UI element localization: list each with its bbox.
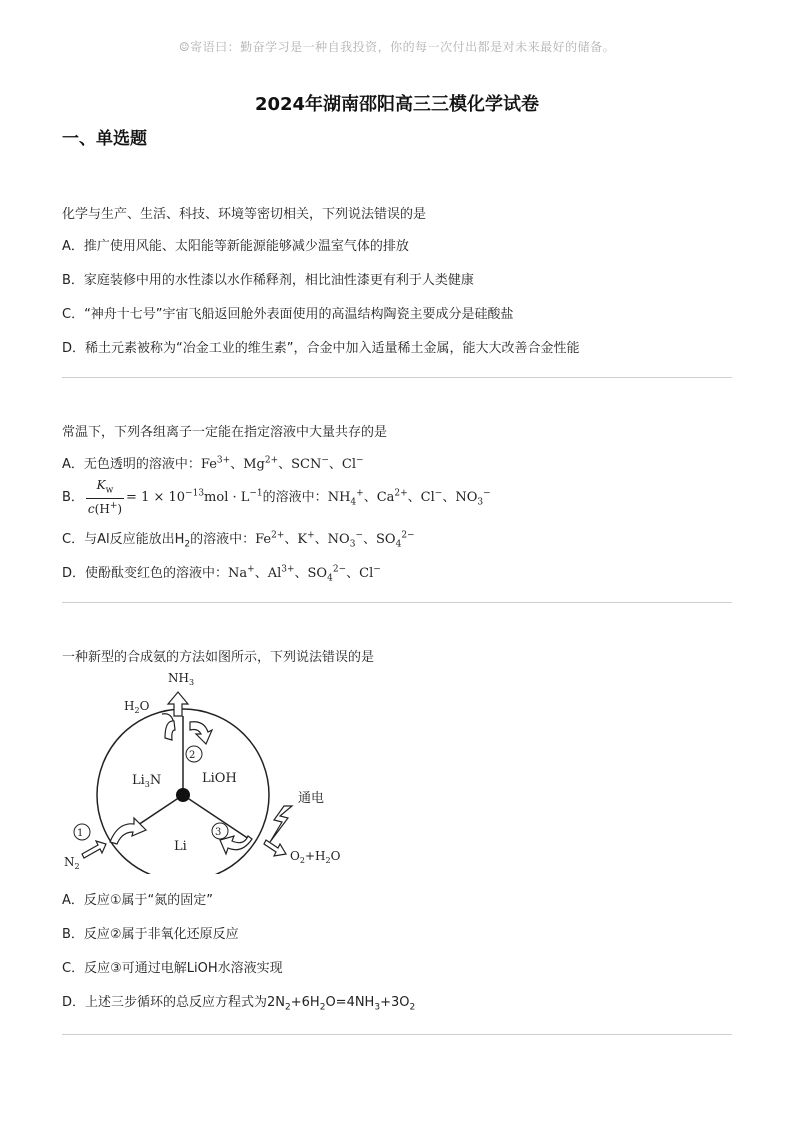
kw-fraction: $\frac{K_w}{c(H^+)}$	[87, 478, 123, 517]
q1-option-b[interactable]: B．家庭装修中用的水性漆以水作稀释剂，相比油性漆更有利于人类健康	[62, 273, 474, 288]
q2-option-a-prefix: A．无色透明的溶液中：	[62, 457, 201, 472]
q2-option-c-ions: $Fe^{2+}$、K+、$NO_3^-$、$SO_4^{2-}$	[255, 530, 415, 550]
divider	[62, 1034, 732, 1035]
nh3-label: $NH_3$	[168, 671, 195, 687]
section-heading: 一、单选题	[62, 129, 147, 149]
center-dot	[176, 788, 190, 802]
li3n-label: $Li_3N$	[132, 773, 162, 789]
q2-option-c[interactable]: C．与Al反应能放出$H_2$的溶液中：$Fe^{2+}$、K+、$NO_3^-$、$SO_4^{2-}$	[62, 530, 415, 550]
q2-option-a[interactable]	[62, 453, 364, 472]
q2-option-c-mid: 的溶液中：	[190, 532, 256, 547]
q2-option-d[interactable]	[62, 562, 381, 584]
q3-option-a[interactable]: A．反应①属于“氮的固定”	[62, 893, 214, 908]
step3-label: 3	[215, 827, 222, 838]
ammonia-cycle-diagram	[62, 664, 362, 874]
step1-label: 1	[77, 828, 84, 839]
q1-option-c[interactable]: C．“神舟十七号”宇宙飞船返回舱外表面使用的高温结构陶瓷主要成分是硅酸盐	[62, 307, 514, 322]
q3-option-d[interactable]: D．上述三步循环的总反应方程式为$2N_2+6H_2O=4NH_3+3O_2$	[62, 995, 416, 1013]
h2o-label: $H_2O$	[124, 699, 150, 715]
lioh-label: LiOH	[202, 771, 237, 786]
q2-option-a-ions: $Fe^{3+}$、$Mg^{2+}$、SCN−、Cl−	[200, 455, 364, 472]
q2-option-d-ions: Na+、$Al^{3+}$、$SO_4^{2-}$、Cl−	[228, 564, 381, 584]
cycle-arrow-top-right	[190, 722, 212, 744]
q3-option-b[interactable]: B．反应②属于非氧化还原反应	[62, 927, 239, 942]
products-outflow-arrow	[264, 840, 286, 856]
q1-option-a[interactable]: A．推广使用风能、太阳能等新能源能够减少温室气体的排放	[62, 239, 409, 254]
q2-option-d-prefix: D．使酚酞变红色的溶液中：	[62, 566, 229, 581]
divider	[62, 602, 732, 603]
cycle-arrow-left	[110, 818, 146, 844]
li-label: Li	[174, 839, 187, 854]
step2-label: 2	[189, 750, 196, 761]
kw-value: = $1 \times 10^{-13}mol \cdot L^{-1}$	[126, 488, 263, 506]
cycle-arrow-top-left	[165, 721, 175, 740]
n2-label: $N_2$	[64, 855, 80, 871]
products-label: $O_2+H_2O$	[290, 849, 341, 865]
electricity-bolt-icon	[270, 806, 292, 842]
q3-option-d-prefix: D．上述三步循环的总反应方程式为2N	[62, 995, 286, 1010]
q3-stem: 一种新型的合成氨的方法如图所示，下列说法错误的是	[62, 650, 375, 665]
q2-option-b-ions: $NH_4^+$、$Ca^{2+}$、Cl−、$NO_3^-$	[327, 488, 491, 508]
q2-option-b-prefix: B．	[62, 490, 84, 506]
q1-option-d[interactable]: D．稀土元素被称为“冶金工业的维生素”，合金中加入适量稀土金属，能大大改善合金性能	[62, 341, 580, 356]
q1-stem: 化学与生产、生活、科技、环境等密切相关，下列说法错误的是	[62, 207, 427, 222]
q2-stem: 常温下，下列各组离子一定能在指定溶液中大量共存的是	[62, 425, 388, 440]
electrolysis-label: 通电	[298, 791, 325, 806]
divider	[62, 377, 732, 378]
q2-option-b-mid: 的溶液中：	[262, 490, 328, 506]
q2-option-b[interactable]	[62, 478, 491, 517]
q3-option-c[interactable]: C．反应③可通过电解LiOH水溶液实现	[62, 961, 283, 976]
motto-header: ☺寄语曰：勤奋学习是一种自我投资，你的每一次付出都是对未来最好的储备。	[178, 40, 616, 54]
page-title: 2024年湖南邵阳高三三模化学试卷	[254, 94, 540, 115]
q2-option-c-prefix: C．与Al反应能放出H	[62, 532, 185, 547]
nh3-arrow-icon	[168, 692, 188, 716]
n2-inflow-arrow	[82, 841, 106, 858]
